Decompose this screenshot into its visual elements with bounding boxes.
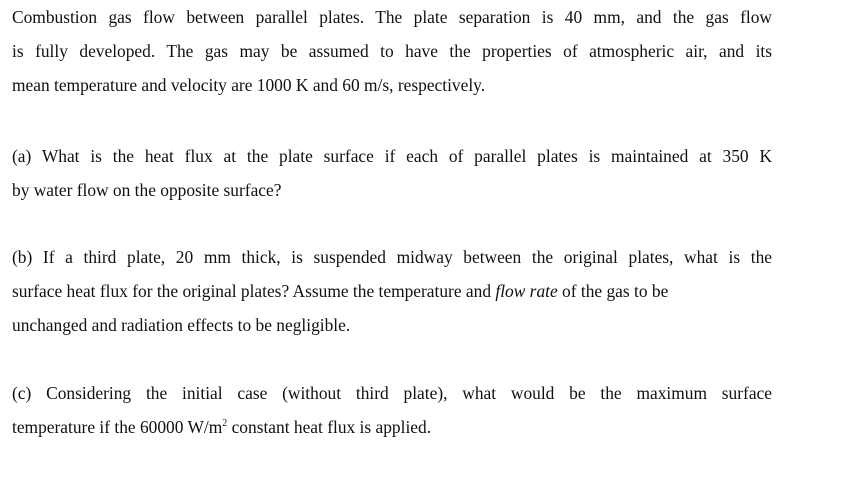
part-a-line-2: by water flow on the opposite surface? <box>12 180 282 200</box>
part-b-line-2-text-before: surface heat flux for the original plates? Assume the temperature and <box>12 281 496 301</box>
intro-line-3: mean temperature and velocity are 1000 K and 60 m/s, respectively. <box>12 75 486 95</box>
intro-line-1: Combustion gas flow between parallel plates. The plate separation is 40 mm, and the gas flow <box>12 7 772 27</box>
part-b-paragraph <box>12 240 772 342</box>
part-c-paragraph <box>12 376 772 444</box>
squared-superscript: 2 <box>222 418 228 429</box>
part-b-line-2 <box>12 274 772 308</box>
part-a-paragraph <box>12 139 772 207</box>
part-c-line-2 <box>12 410 772 444</box>
part-c-line-2-text-after: constant heat flux is applied. <box>227 417 432 437</box>
part-a-line-1: (a) What is the heat flux at the plate surface if each of parallel plates is maintained at 350 K <box>12 146 772 166</box>
part-c-line-2-text-before: temperature if the 60000 W/m <box>12 417 223 437</box>
problem-intro-paragraph <box>12 0 772 102</box>
part-b-line-2-text-after: of the gas to be <box>557 281 669 301</box>
intro-line-2: is fully developed. The gas may be assumed to have the properties of atmospheric air, and its <box>12 41 772 61</box>
part-c-line-1: (c) Considering the initial case (without third plate), what would be the maximum surface <box>12 383 772 403</box>
part-b-line-1: (b) If a third plate, 20 mm thick, is suspended midway between the original plates, what is the <box>12 247 772 267</box>
flow-rate-italic: flow rate <box>495 281 558 301</box>
part-b-line-3: unchanged and radiation effects to be negligible. <box>12 315 351 335</box>
